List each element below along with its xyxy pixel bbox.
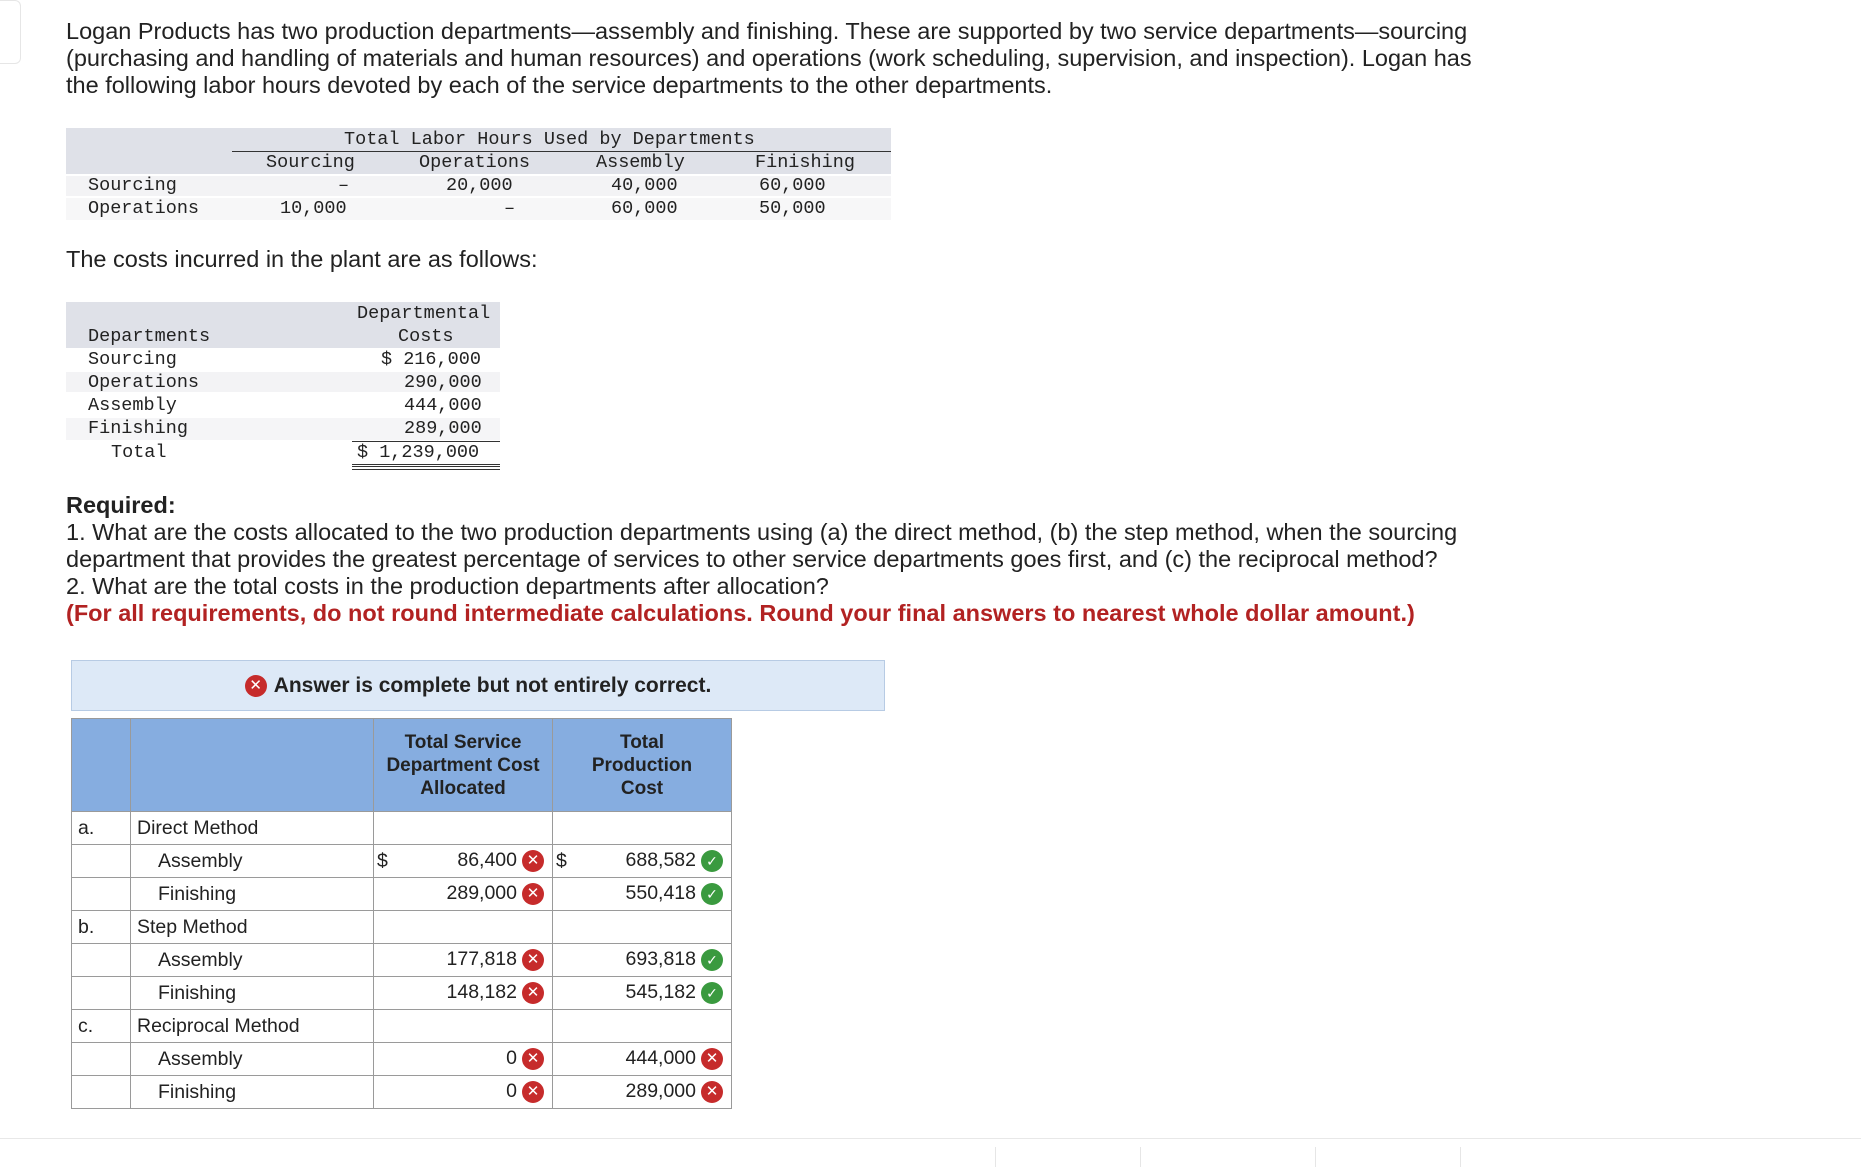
table-row bbox=[72, 911, 732, 944]
row-label: Assembly bbox=[131, 944, 374, 977]
allocated-value: 177,818 bbox=[446, 948, 517, 970]
cost-row-value: 290,000 bbox=[404, 372, 482, 393]
labor-cell: 60,000 bbox=[611, 198, 678, 219]
labor-cell: 40,000 bbox=[611, 175, 678, 196]
cost-total-value: $ 1,239,000 bbox=[357, 442, 480, 463]
total-input[interactable] bbox=[553, 878, 732, 911]
costs-intro: The costs incurred in the plant are as follows: bbox=[66, 246, 538, 272]
labor-row-label: Sourcing bbox=[88, 175, 177, 196]
labor-table-title: Total Labor Hours Used by Departments bbox=[344, 129, 755, 150]
required-section bbox=[66, 492, 1566, 627]
total-input[interactable] bbox=[553, 944, 732, 977]
labor-cell: 20,000 bbox=[446, 175, 513, 196]
row-label: Assembly bbox=[131, 845, 374, 878]
incorrect-icon: ✕ bbox=[522, 883, 544, 905]
banner-text: Answer is complete but not entirely correct. bbox=[273, 673, 712, 697]
required-heading: Required: bbox=[66, 492, 176, 518]
required-question-2: 2. What are the total costs in the production departments after allocation? bbox=[66, 573, 829, 599]
incorrect-icon: ✕ bbox=[522, 1048, 544, 1070]
allocated-value: 86,400 bbox=[457, 849, 517, 871]
cost-total-label: Total bbox=[111, 442, 167, 463]
labor-cell: 10,000 bbox=[280, 198, 347, 219]
bottom-toolbar bbox=[0, 1138, 1861, 1167]
allocated-input[interactable] bbox=[374, 1076, 553, 1109]
labor-cell: – bbox=[504, 198, 516, 219]
total-input[interactable] bbox=[553, 845, 732, 878]
header-allocated: Total Service Department Cost Allocated bbox=[374, 719, 553, 812]
rounding-note: (For all requirements, do not round intermediate calculations. Round your final answers to nearest whole dollar amount.) bbox=[66, 600, 1415, 626]
allocated-value: 0 bbox=[506, 1047, 517, 1069]
total-value: 688,582 bbox=[625, 849, 696, 871]
table-row bbox=[72, 812, 732, 845]
currency-symbol: $ bbox=[556, 850, 567, 872]
incorrect-icon: ✕ bbox=[245, 675, 267, 697]
incorrect-icon: ✕ bbox=[522, 850, 544, 872]
table-row bbox=[72, 1043, 732, 1076]
method-label: Step Method bbox=[131, 911, 374, 944]
correct-icon: ✓ bbox=[701, 982, 723, 1004]
table-row bbox=[72, 1010, 732, 1043]
answer-status-banner bbox=[71, 660, 885, 711]
allocated-value: 0 bbox=[506, 1080, 517, 1102]
header-blank bbox=[131, 719, 374, 812]
cost-row-value: 444,000 bbox=[404, 395, 482, 416]
cost-row-value: 289,000 bbox=[404, 418, 482, 439]
row-label: Finishing bbox=[131, 878, 374, 911]
currency-symbol: $ bbox=[377, 850, 388, 872]
cost-header-line1: Departmental bbox=[357, 303, 491, 324]
incorrect-icon: ✕ bbox=[522, 1081, 544, 1103]
header-blank bbox=[72, 719, 131, 812]
cost-header-line2: Costs bbox=[398, 326, 454, 347]
method-label: Direct Method bbox=[131, 812, 374, 845]
answer-table bbox=[71, 718, 732, 1109]
allocated-input[interactable] bbox=[374, 1043, 553, 1076]
labor-cell: – bbox=[338, 175, 350, 196]
labor-row-label: Operations bbox=[88, 198, 200, 219]
total-input[interactable] bbox=[553, 977, 732, 1010]
labor-header-sourcing: Sourcing bbox=[266, 152, 355, 173]
cost-row-value: $ 216,000 bbox=[381, 349, 481, 370]
allocated-input[interactable] bbox=[374, 944, 553, 977]
incorrect-icon: ✕ bbox=[522, 982, 544, 1004]
required-question-1: 1. What are the costs allocated to the two production departments using (a) the direct method, (b) the step method, when the sourcing department that provides the greatest percentage of services to other service departments goes first, and (c) the reciprocal method? bbox=[66, 519, 1458, 572]
incorrect-icon: ✕ bbox=[522, 949, 544, 971]
section-letter: a. bbox=[72, 812, 131, 845]
table-row bbox=[72, 878, 732, 911]
table-row bbox=[72, 944, 732, 977]
correct-icon: ✓ bbox=[701, 949, 723, 971]
total-value: 550,418 bbox=[625, 882, 696, 904]
total-value: 444,000 bbox=[625, 1047, 696, 1069]
correct-icon: ✓ bbox=[701, 850, 723, 872]
total-value: 693,818 bbox=[625, 948, 696, 970]
labor-cell: 60,000 bbox=[759, 175, 826, 196]
departments-header: Departments bbox=[88, 326, 211, 347]
cost-row-label: Sourcing bbox=[88, 349, 177, 370]
incorrect-icon: ✕ bbox=[701, 1048, 723, 1070]
row-label: Finishing bbox=[131, 977, 374, 1010]
incorrect-icon: ✕ bbox=[701, 1081, 723, 1103]
total-value: 545,182 bbox=[625, 981, 696, 1003]
correct-icon: ✓ bbox=[701, 883, 723, 905]
row-label: Finishing bbox=[131, 1076, 374, 1109]
total-input[interactable] bbox=[553, 1043, 732, 1076]
labor-header-assembly: Assembly bbox=[596, 152, 685, 173]
cost-row-label: Operations bbox=[88, 372, 200, 393]
method-label: Reciprocal Method bbox=[131, 1010, 374, 1043]
table-row bbox=[72, 977, 732, 1010]
total-value: 289,000 bbox=[625, 1080, 696, 1102]
allocated-value: 148,182 bbox=[446, 981, 517, 1003]
section-letter: b. bbox=[72, 911, 131, 944]
allocated-input[interactable] bbox=[374, 977, 553, 1010]
section-letter: c. bbox=[72, 1010, 131, 1043]
intro-paragraph: Logan Products has two production departments—assembly and finishing. These are supported by two service departments—sourcing (purchasing and handling of materials and human resources) and operations (work scheduling, supervision, and inspection). Logan has the following labor hours devoted by each of the service departments to the other departments. bbox=[66, 18, 1472, 98]
labor-header-finishing: Finishing bbox=[755, 152, 855, 173]
labor-cell: 50,000 bbox=[759, 198, 826, 219]
allocated-input[interactable] bbox=[374, 878, 553, 911]
side-tab[interactable] bbox=[0, 0, 21, 64]
table-row bbox=[72, 1076, 732, 1109]
allocated-input[interactable] bbox=[374, 845, 553, 878]
labor-header-operations: Operations bbox=[419, 152, 531, 173]
cost-row-label: Assembly bbox=[88, 395, 177, 416]
row-label: Assembly bbox=[131, 1043, 374, 1076]
allocated-value: 289,000 bbox=[446, 882, 517, 904]
header-total-production: Total Production Cost bbox=[553, 719, 732, 812]
cost-row-label: Finishing bbox=[88, 418, 188, 439]
total-input[interactable] bbox=[553, 1076, 732, 1109]
table-row bbox=[72, 845, 732, 878]
